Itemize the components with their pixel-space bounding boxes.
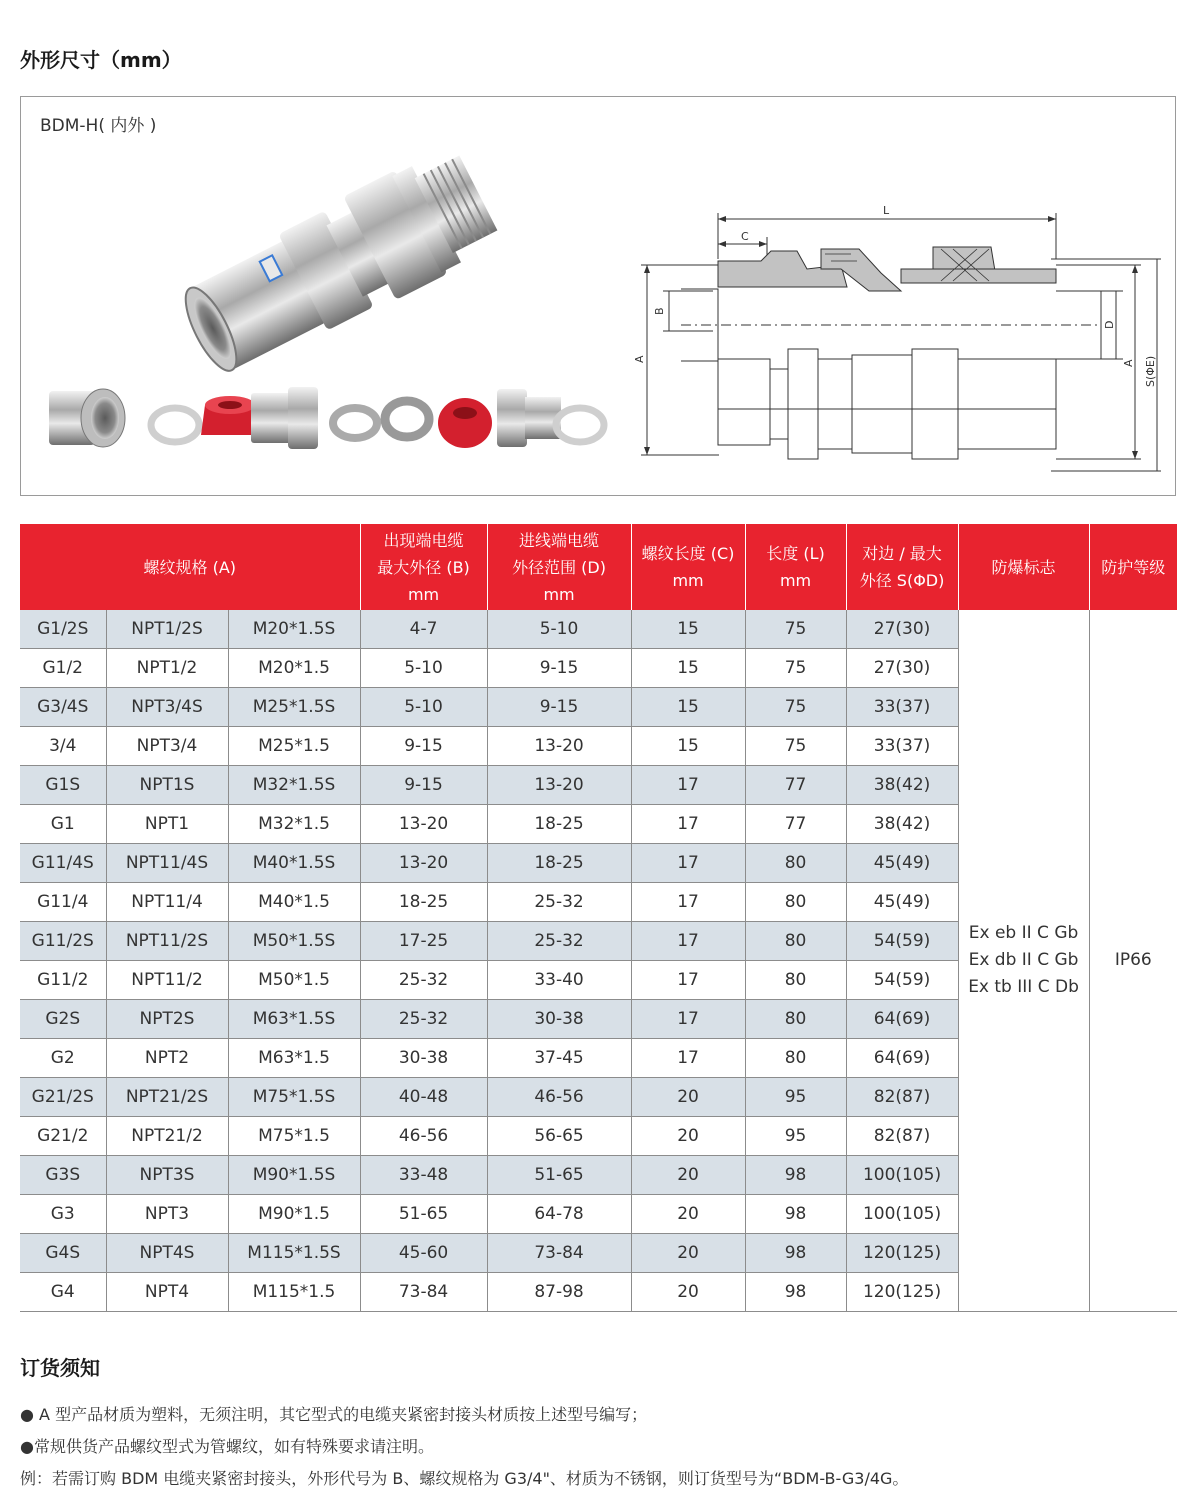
table-cell: G3S	[20, 1156, 106, 1195]
table-cell: G11/2	[20, 961, 106, 1000]
table-cell: G3	[20, 1195, 106, 1234]
table-cell: 5-10	[487, 610, 631, 649]
table-cell: 82(87)	[846, 1078, 958, 1117]
table-cell: NPT1/2S	[106, 610, 228, 649]
header-inlet-range: 进线端电缆 外径范围 (D) mm	[487, 524, 631, 610]
table-cell: 51-65	[360, 1195, 487, 1234]
table-cell: 13-20	[360, 844, 487, 883]
table-cell: G11/4	[20, 883, 106, 922]
table-cell: 73-84	[487, 1234, 631, 1273]
table-cell: 82(87)	[846, 1117, 958, 1156]
table-cell: 37-45	[487, 1039, 631, 1078]
table-cell: NPT2	[106, 1039, 228, 1078]
table-cell: 80	[745, 883, 846, 922]
table-header-row	[20, 524, 1177, 610]
table-cell: 27(30)	[846, 649, 958, 688]
table-cell: G21/2	[20, 1117, 106, 1156]
dimension-drawing	[611, 199, 1161, 489]
assembled-gland-photo	[171, 142, 521, 372]
table-cell: M25*1.5	[228, 727, 360, 766]
header-ip: 防护等级	[1089, 524, 1177, 610]
table-cell: 20	[631, 1195, 745, 1234]
table-cell: 33-40	[487, 961, 631, 1000]
table-cell: M75*1.5S	[228, 1078, 360, 1117]
table-cell: 64(69)	[846, 1039, 958, 1078]
table-cell: 20	[631, 1156, 745, 1195]
table-cell: 15	[631, 727, 745, 766]
table-cell: M63*1.5S	[228, 1000, 360, 1039]
table-cell: M25*1.5S	[228, 688, 360, 727]
table-cell: 45(49)	[846, 883, 958, 922]
table-cell: 27(30)	[846, 610, 958, 649]
red-seal-1	[201, 396, 259, 435]
table-cell: 120(125)	[846, 1273, 958, 1312]
table-cell: 56-65	[487, 1117, 631, 1156]
header-outlet-od: 出现端电缆 最大外径 (B) mm	[360, 524, 487, 610]
table-cell: 17	[631, 766, 745, 805]
table-cell: NPT11/4	[106, 883, 228, 922]
table-cell: M115*1.5S	[228, 1234, 360, 1273]
table-cell: 17	[631, 1039, 745, 1078]
disassembled-parts-photo	[45, 383, 615, 455]
table-cell: 15	[631, 610, 745, 649]
table-cell: 4-7	[360, 610, 487, 649]
table-cell: 17	[631, 883, 745, 922]
dim-label-B: B	[653, 307, 666, 315]
table-cell: 95	[745, 1078, 846, 1117]
table-cell: M90*1.5S	[228, 1156, 360, 1195]
table-cell: 75	[745, 688, 846, 727]
table-cell: 45-60	[360, 1234, 487, 1273]
table-cell: 25-32	[487, 922, 631, 961]
table-cell: 51-65	[487, 1156, 631, 1195]
table-cell: 95	[745, 1117, 846, 1156]
table-cell: 25-32	[360, 1000, 487, 1039]
table-cell: 54(59)	[846, 922, 958, 961]
table-cell: NPT3S	[106, 1156, 228, 1195]
table-cell: NPT1	[106, 805, 228, 844]
table-cell: 64(69)	[846, 1000, 958, 1039]
table-cell: 9-15	[487, 649, 631, 688]
table-cell: 17	[631, 961, 745, 1000]
table-row	[20, 610, 1177, 649]
table-cell: 73-84	[360, 1273, 487, 1312]
table-cell: 45(49)	[846, 844, 958, 883]
table-cell: G4S	[20, 1234, 106, 1273]
ex-mark-cell	[958, 610, 1089, 1312]
table-cell: 20	[631, 1273, 745, 1312]
order-title: 订货须知	[20, 1356, 100, 1380]
table-cell: 80	[745, 1039, 846, 1078]
table-cell: G4	[20, 1273, 106, 1312]
table-cell: NPT4	[106, 1273, 228, 1312]
header-ex-mark: 防爆标志	[958, 524, 1089, 610]
table-cell: 25-32	[487, 883, 631, 922]
table-cell: 100(105)	[846, 1156, 958, 1195]
table-cell: 77	[745, 805, 846, 844]
note-1: ● A 型产品材质为塑料，无须注明，其它型式的电缆夹紧密封接头材质按上述型号编写；	[20, 1405, 648, 1424]
note-example: 例：若需订购 BDM 电缆夹紧密封接头，外形代号为 B、螺纹规格为 G3/4"、材质为不锈钢，则订货型号为“BDM-B-G3/4G。	[20, 1469, 909, 1488]
table-cell: 20	[631, 1234, 745, 1273]
table-cell: NPT11/4S	[106, 844, 228, 883]
table-cell: 33(37)	[846, 688, 958, 727]
table-cell: M20*1.5S	[228, 610, 360, 649]
table-cell: 46-56	[487, 1078, 631, 1117]
table-cell: NPT21/2S	[106, 1078, 228, 1117]
table-cell: 15	[631, 688, 745, 727]
spec-table	[20, 524, 1177, 1312]
table-cell: 100(105)	[846, 1195, 958, 1234]
table-cell: NPT3	[106, 1195, 228, 1234]
table-cell: 80	[745, 844, 846, 883]
table-cell: NPT1/2	[106, 649, 228, 688]
table-cell: G1/2	[20, 649, 106, 688]
table-cell: 17	[631, 844, 745, 883]
table-cell: G1	[20, 805, 106, 844]
table-cell: 13-20	[360, 805, 487, 844]
table-cell: 75	[745, 610, 846, 649]
table-cell: 17	[631, 922, 745, 961]
table-cell: G1S	[20, 766, 106, 805]
table-cell: NPT21/2	[106, 1117, 228, 1156]
table-cell: 20	[631, 1117, 745, 1156]
table-cell: M32*1.5	[228, 805, 360, 844]
table-cell: 18-25	[487, 844, 631, 883]
ex-mark-line: Ex tb III C Db	[968, 977, 1079, 997]
ex-mark-line: Ex eb II C Gb	[968, 923, 1079, 943]
table-cell: 15	[631, 649, 745, 688]
dim-label-L: L	[883, 204, 890, 217]
table-cell: 64-78	[487, 1195, 631, 1234]
header-length: 长度 (L) mm	[745, 524, 846, 610]
table-cell: NPT4S	[106, 1234, 228, 1273]
table-cell: M90*1.5	[228, 1195, 360, 1234]
table-cell: G11/4S	[20, 844, 106, 883]
table-cell: M50*1.5	[228, 961, 360, 1000]
table-cell: G11/2S	[20, 922, 106, 961]
table-cell: 17	[631, 805, 745, 844]
table-cell: 5-10	[360, 688, 487, 727]
table-cell: NPT3/4S	[106, 688, 228, 727]
table-cell: G2S	[20, 1000, 106, 1039]
table-cell: 5-10	[360, 649, 487, 688]
table-cell: 87-98	[487, 1273, 631, 1312]
table-cell: M63*1.5	[228, 1039, 360, 1078]
table-cell: 98	[745, 1234, 846, 1273]
dim-label-C: C	[741, 230, 749, 243]
table-cell: 13-20	[487, 727, 631, 766]
table-cell: 98	[745, 1273, 846, 1312]
figure-panel	[20, 96, 1176, 496]
table-cell: NPT11/2	[106, 961, 228, 1000]
table-cell: 25-32	[360, 961, 487, 1000]
dim-label-A-right: A	[1122, 359, 1135, 367]
header-across-flats: 对边 / 最大 外径 S(ΦD)	[846, 524, 958, 610]
table-cell: 33-48	[360, 1156, 487, 1195]
table-cell: M40*1.5	[228, 883, 360, 922]
table-cell: 77	[745, 766, 846, 805]
table-cell: 46-56	[360, 1117, 487, 1156]
table-cell: M50*1.5S	[228, 922, 360, 961]
table-cell: NPT1S	[106, 766, 228, 805]
model-label: BDM-H( 内外 )	[40, 116, 157, 136]
table-cell: 38(42)	[846, 766, 958, 805]
dim-label-D: D	[1103, 320, 1116, 329]
table-cell: G2	[20, 1039, 106, 1078]
table-cell: 98	[745, 1156, 846, 1195]
table-cell: 18-25	[360, 883, 487, 922]
table-cell: M75*1.5	[228, 1117, 360, 1156]
table-cell: 80	[745, 1000, 846, 1039]
note-2: ●常规供货产品螺纹型式为管螺纹，如有特殊要求请注明。	[20, 1437, 434, 1456]
table-cell: G1/2S	[20, 610, 106, 649]
table-cell: 120(125)	[846, 1234, 958, 1273]
table-cell: 38(42)	[846, 805, 958, 844]
table-cell: 75	[745, 727, 846, 766]
table-cell: 17-25	[360, 922, 487, 961]
table-cell: 13-20	[487, 766, 631, 805]
table-cell: G3/4S	[20, 688, 106, 727]
table-cell: 3/4	[20, 727, 106, 766]
table-cell: 54(59)	[846, 961, 958, 1000]
table-cell: 33(37)	[846, 727, 958, 766]
table-cell: M40*1.5S	[228, 844, 360, 883]
dim-label-S: S(ΦE)	[1144, 355, 1157, 387]
table-cell: 9-15	[360, 766, 487, 805]
table-cell: M20*1.5	[228, 649, 360, 688]
table-cell: 18-25	[487, 805, 631, 844]
ip-rating-cell: IP66	[1089, 610, 1177, 1312]
table-cell: 17	[631, 1000, 745, 1039]
table-cell: 98	[745, 1195, 846, 1234]
table-cell: NPT2S	[106, 1000, 228, 1039]
table-cell: 40-48	[360, 1078, 487, 1117]
table-cell: NPT11/2S	[106, 922, 228, 961]
header-thread-length: 螺纹长度 (C) mm	[631, 524, 745, 610]
table-cell: M32*1.5S	[228, 766, 360, 805]
table-cell: 9-15	[360, 727, 487, 766]
table-cell: 30-38	[360, 1039, 487, 1078]
table-cell: NPT3/4	[106, 727, 228, 766]
section-title: 外形尺寸（mm）	[20, 48, 182, 72]
table-cell: 9-15	[487, 688, 631, 727]
dim-label-A-left: A	[633, 355, 646, 363]
table-cell: 20	[631, 1078, 745, 1117]
ex-mark-line: Ex db II C Gb	[968, 950, 1079, 970]
red-seal-2	[438, 398, 492, 448]
table-cell: M115*1.5	[228, 1273, 360, 1312]
header-thread-spec: 螺纹规格 (A)	[20, 524, 360, 610]
table-cell: 30-38	[487, 1000, 631, 1039]
table-cell: G21/2S	[20, 1078, 106, 1117]
table-cell: 80	[745, 922, 846, 961]
table-cell: 80	[745, 961, 846, 1000]
table-cell: 75	[745, 649, 846, 688]
